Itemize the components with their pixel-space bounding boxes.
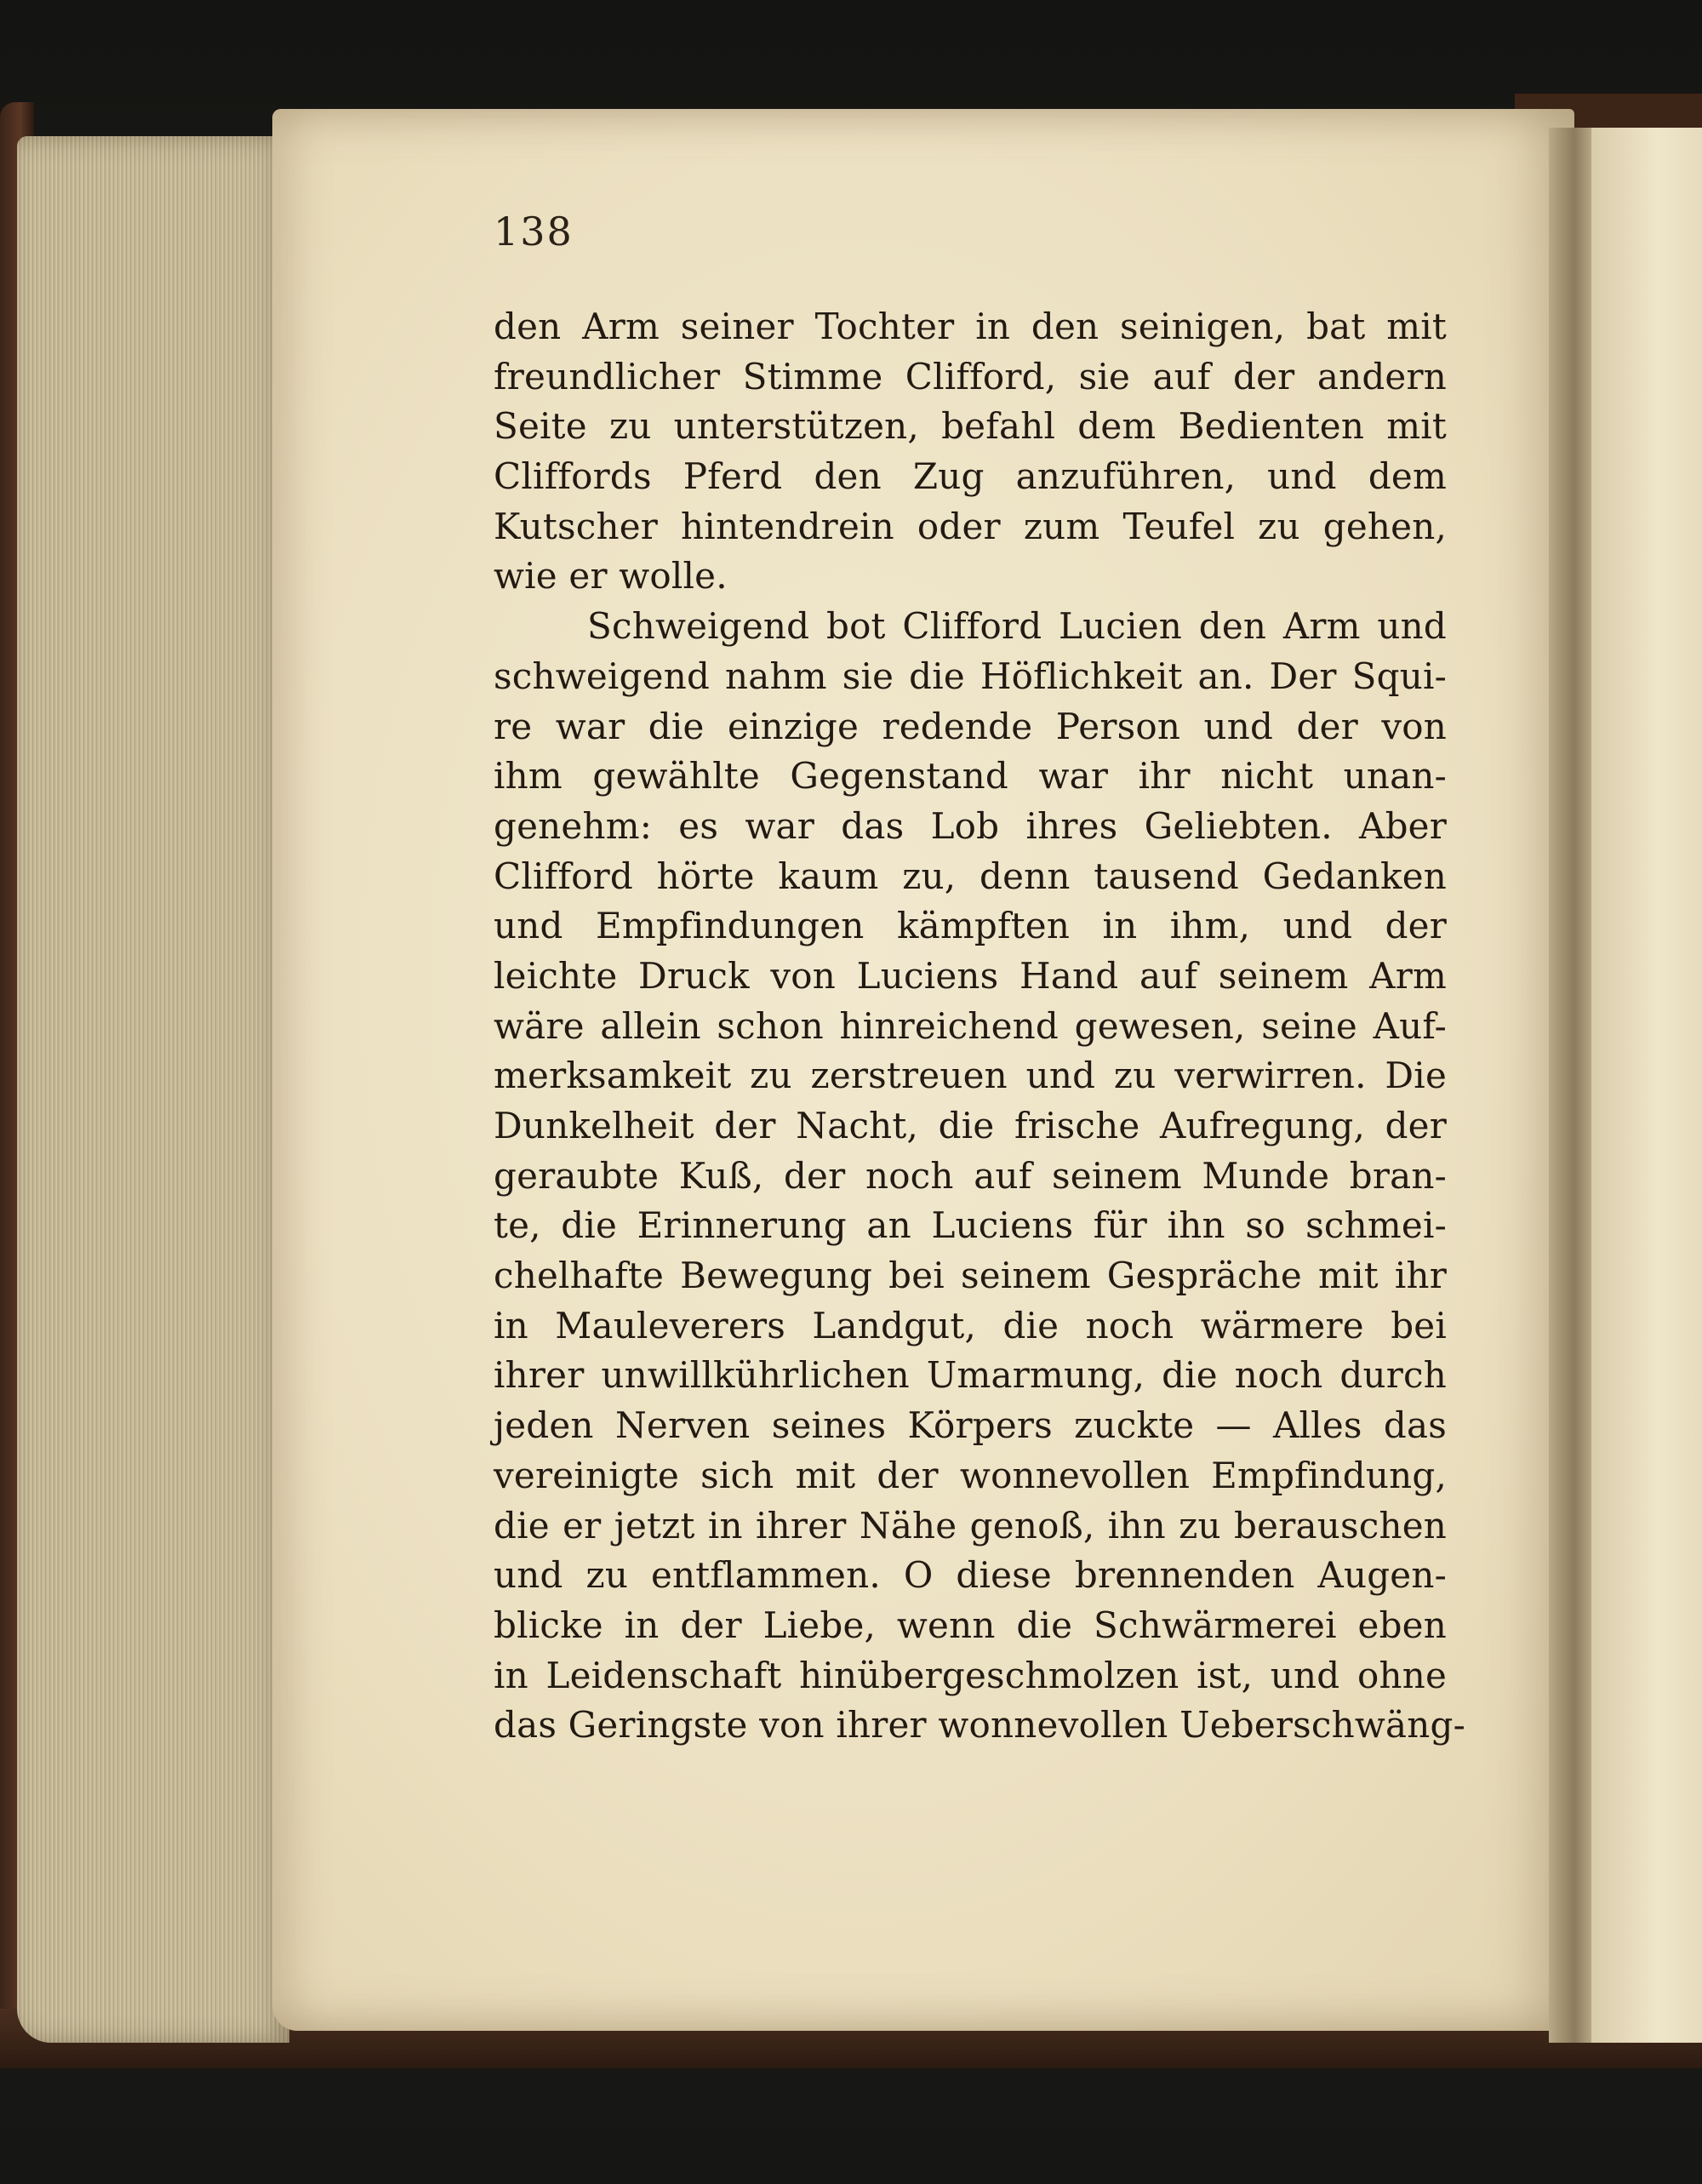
text-line: vereinigte sich mit der wonnevollen Empfindung, [494,1454,1447,1496]
text-line: in Mauleverers Landgut, die noch wärmere bei [494,1304,1447,1346]
page-text-block [494,302,1466,1751]
text-line: ihrer unwillkührlichen Umarmung, die noch durch [494,1354,1447,1397]
text-line: jeden Nerven seines Körpers zuckte — Alles das [494,1404,1447,1447]
text-line: Kutscher hintendrein oder zum Teufel zu gehen, [494,505,1447,547]
text-line: in Leidenschaft hinübergeschmolzen ist, und ohne [494,1654,1447,1696]
text-line: re war die einzige redende Person und der von [494,705,1447,747]
text-line: Schweigend bot Clifford Lucien den Arm und [587,605,1447,648]
text-line: schweigend nahm sie die Höflichkeit an. Der Squi- [494,655,1447,697]
text-line: wäre allein schon hinreichend gewesen, seine Auf- [494,1004,1447,1047]
text-line: Clifford hörte kaum zu, denn tausend Gedanken [494,855,1447,897]
text-line: und Empfindungen kämpften in ihm, und der [494,905,1447,947]
text-line: ihm gewählte Gegenstand war ihr nicht unan- [494,755,1447,798]
text-line: und zu entflammen. O diese brennenden Augen- [494,1554,1447,1597]
text-line: Cliffords Pferd den Zug anzuführen, und dem [494,455,1447,498]
text-line: Seite zu unterstützen, befahl dem Bedienten mit [494,405,1447,448]
facing-page [1591,128,1702,2043]
text-line: Dunkelheit der Nacht, die frische Aufregung, der [494,1105,1447,1146]
text-line: den Arm seiner Tochter in den seinigen, bat mit [494,306,1447,347]
text-line: chelhafte Bewegung bei seinem Gespräche mit ihr [494,1255,1447,1297]
text-line: blicke in der Liebe, wenn die Schwärmerei eben [494,1604,1447,1646]
text-line: wie er wolle. [494,555,728,597]
text-line: merksamkeit zu zerstreuen und zu verwirren. Die [494,1055,1447,1097]
page-stack-fore-edge [17,136,289,2043]
text-line: genehm: es war das Lob ihres Geliebten. Aber [494,804,1447,847]
text-line: leichte Druck von Luciens Hand auf seinem Arm [494,954,1447,997]
page-number: 138 [494,209,574,254]
text-line: die er jetzt in ihrer Nähe genoß, ihn zu berauschen [494,1504,1447,1547]
text-line: te, die Erinnerung an Luciens für ihn so schmei- [494,1204,1447,1247]
text-line: geraubte Kuß, der noch auf seinem Munde bran- [494,1154,1447,1197]
text-line: freundlicher Stimme Clifford, sie auf der andern [494,355,1447,397]
text-line: das Geringste von ihrer wonnevollen Ueberschwäng- [494,1704,1466,1747]
